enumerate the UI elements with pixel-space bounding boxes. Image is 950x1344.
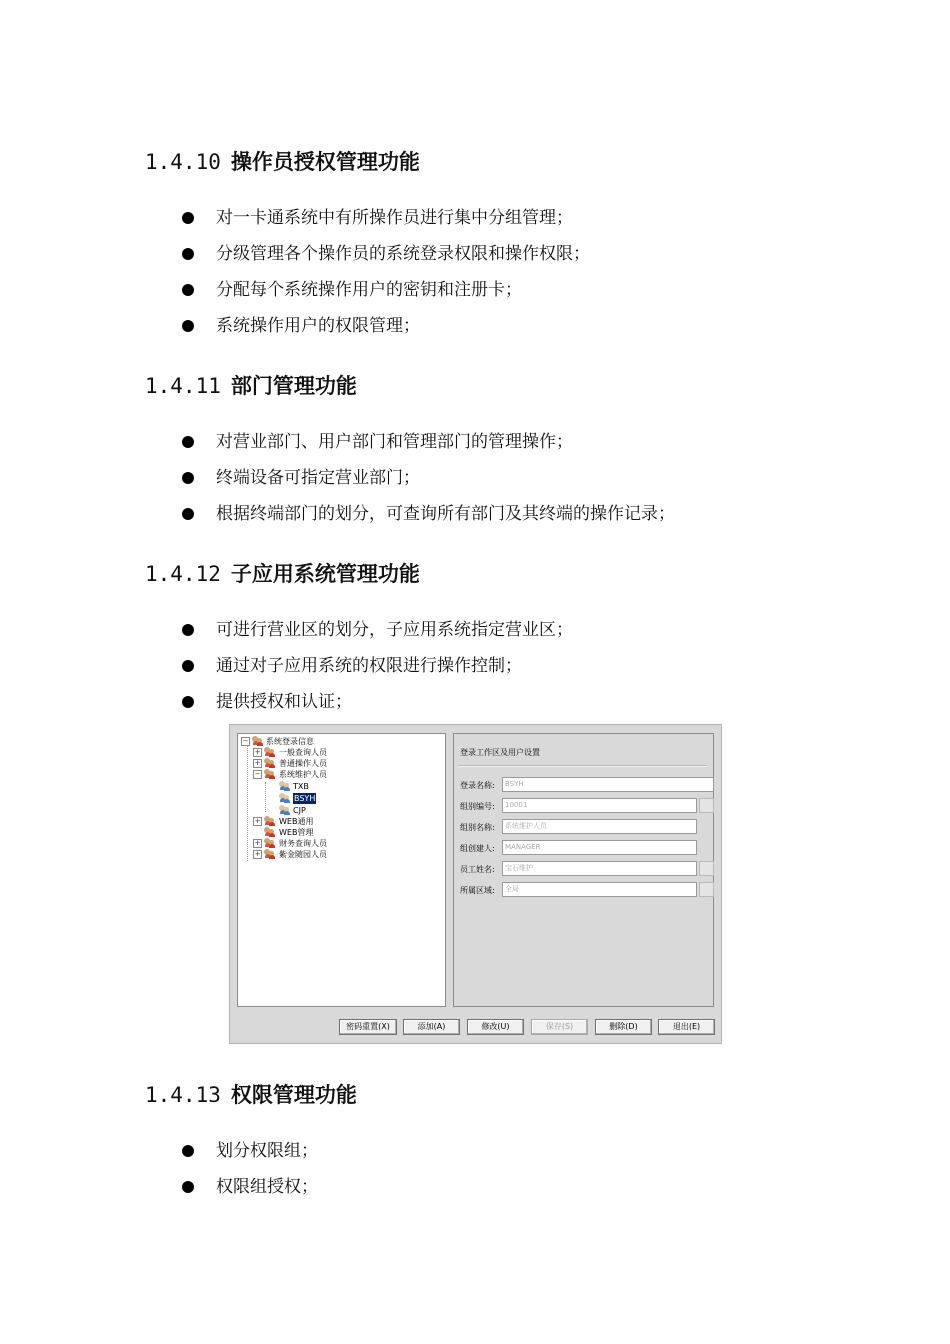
reset-password-button[interactable]: 密码重置(X) xyxy=(339,1019,397,1035)
user-group-icon xyxy=(264,747,275,757)
section-number: 1.4.13 xyxy=(145,1083,221,1107)
expand-icon[interactable]: + xyxy=(254,748,261,756)
employee-name-input[interactable]: 宝石维护 xyxy=(502,861,697,876)
bullet-item xyxy=(0,620,573,656)
tree-node-label: CJP xyxy=(293,806,306,815)
expand-icon[interactable]: + xyxy=(254,839,261,847)
user-group-icon xyxy=(264,769,275,779)
bullet-list-1-4-11 xyxy=(0,432,675,540)
bullet-item xyxy=(0,468,675,504)
section-title: 部门管理功能 xyxy=(230,374,357,398)
user-group-icon xyxy=(264,849,275,859)
tree-node-label: 财务查询人员 xyxy=(279,839,327,848)
modify-button[interactable]: 修改(U) xyxy=(467,1019,524,1035)
section-heading-1-4-12 xyxy=(145,558,420,588)
group-number-input[interactable]: 10001 xyxy=(502,798,697,813)
bullet-icon xyxy=(182,624,194,636)
bullet-list-1-4-12 xyxy=(0,620,573,728)
bullet-item xyxy=(0,656,573,692)
tree-line xyxy=(265,782,266,812)
user-settings-panel xyxy=(453,733,714,1007)
section-heading-1-4-13 xyxy=(145,1079,357,1109)
collapse-icon[interactable]: − xyxy=(254,770,261,778)
tree-node-label: 普通操作人员 xyxy=(279,759,327,768)
bullet-text: 分配每个系统操作用户的密钥和注册卡； xyxy=(216,280,522,300)
bullet-text: 终端设备可指定营业部门； xyxy=(216,468,420,488)
save-button[interactable]: 保存(S) xyxy=(531,1019,588,1035)
field-label: 组别编号: xyxy=(460,802,495,811)
group-name-input[interactable]: 系统维护人员 xyxy=(502,819,697,834)
bullet-list-1-4-13 xyxy=(0,1141,318,1213)
add-button[interactable]: 添加(A) xyxy=(403,1019,460,1035)
bullet-text: 可进行营业区的划分，子应用系统指定营业区； xyxy=(216,620,573,640)
bullet-text: 系统操作用户的权限管理； xyxy=(216,316,420,336)
expand-icon[interactable]: + xyxy=(254,817,261,825)
user-group-icon xyxy=(264,758,275,768)
form-divider xyxy=(458,765,707,767)
section-heading-1-4-10 xyxy=(145,146,420,176)
bullet-item xyxy=(0,1141,318,1177)
bullet-icon xyxy=(182,1145,194,1157)
expand-icon[interactable]: + xyxy=(254,850,261,858)
region-lookup-button[interactable] xyxy=(699,882,714,897)
delete-button[interactable]: 删除(D) xyxy=(595,1019,652,1035)
field-label: 员工姓名: xyxy=(460,865,495,874)
tree-node-label: 系统维护人员 xyxy=(279,770,327,779)
bullet-item xyxy=(0,692,573,728)
bullet-icon xyxy=(182,472,194,484)
field-label: 组创建人: xyxy=(460,844,495,853)
tree-node-label: 系统登录信息 xyxy=(266,737,314,746)
bullet-text: 根据终端部门的划分，可查询所有部门及其终端的操作记录； xyxy=(216,504,675,524)
bullet-text: 对营业部门、用户部门和管理部门的管理操作； xyxy=(216,432,573,452)
bullet-text: 通过对子应用系统的权限进行操作控制； xyxy=(216,656,522,676)
expand-icon[interactable]: + xyxy=(254,759,261,767)
bullet-list-1-4-10 xyxy=(0,208,590,352)
section-title: 操作员授权管理功能 xyxy=(230,150,420,174)
tree-node-label: 一般查询人员 xyxy=(279,748,327,757)
section-number: 1.4.10 xyxy=(145,150,221,174)
bullet-icon xyxy=(182,508,194,520)
bullet-text: 对一卡通系统中有所操作员进行集中分组管理； xyxy=(216,208,573,228)
bullet-icon xyxy=(182,212,194,224)
group-creator-input[interactable]: MANAGER xyxy=(502,840,697,855)
section-number: 1.4.11 xyxy=(145,374,221,398)
bullet-icon xyxy=(182,436,194,448)
bullet-item xyxy=(0,316,590,352)
bullet-item xyxy=(0,1177,318,1213)
collapse-icon[interactable]: − xyxy=(242,737,249,745)
bullet-item xyxy=(0,244,590,280)
bullet-text: 分级管理各个操作员的系统登录权限和操作权限； xyxy=(216,244,590,264)
bullet-item xyxy=(0,280,590,316)
bullet-text: 划分权限组； xyxy=(216,1141,318,1161)
bullet-icon xyxy=(182,660,194,672)
user-group-icon xyxy=(264,816,275,826)
bullet-icon xyxy=(182,248,194,260)
group-number-lookup-button[interactable] xyxy=(699,798,714,813)
section-title: 子应用系统管理功能 xyxy=(230,562,420,586)
user-group-tree[interactable] xyxy=(237,733,446,1007)
bullet-icon xyxy=(182,284,194,296)
tree-node-label: TXB xyxy=(293,782,309,791)
user-icon xyxy=(279,781,290,791)
form-title: 登录工作区及用户设置 xyxy=(460,748,540,757)
bullet-text: 权限组授权； xyxy=(216,1177,318,1197)
bullet-item xyxy=(0,208,590,244)
user-group-icon xyxy=(252,736,263,746)
field-label: 组别名称: xyxy=(460,823,495,832)
field-label: 登录名称: xyxy=(460,781,495,790)
bullet-icon xyxy=(182,1181,194,1193)
tree-node-label: WEB管理 xyxy=(279,828,314,837)
user-settings-window-screenshot xyxy=(229,724,722,1044)
user-group-icon xyxy=(264,827,275,837)
bullet-icon xyxy=(182,320,194,332)
bullet-item xyxy=(0,432,675,468)
user-icon xyxy=(279,793,290,803)
login-name-input[interactable]: BSYH xyxy=(502,777,714,792)
employee-lookup-button[interactable] xyxy=(699,861,714,876)
tree-node-label: WEB通用 xyxy=(279,817,314,826)
section-number: 1.4.12 xyxy=(145,562,221,586)
field-label: 所属区域: xyxy=(460,886,495,895)
tree-node-label: BSYH xyxy=(294,794,316,803)
exit-button[interactable]: 退出(E) xyxy=(658,1019,715,1035)
section-heading-1-4-11 xyxy=(145,370,357,400)
user-icon xyxy=(279,805,290,815)
bullet-item xyxy=(0,504,675,540)
tree-node-label: 紫金随园人员 xyxy=(279,850,327,859)
region-input[interactable]: 全局 xyxy=(502,882,697,897)
section-title: 权限管理功能 xyxy=(230,1083,357,1107)
tree-line xyxy=(247,746,248,861)
user-group-icon xyxy=(264,838,275,848)
bullet-text: 提供授权和认证； xyxy=(216,692,352,712)
bullet-icon xyxy=(182,696,194,708)
